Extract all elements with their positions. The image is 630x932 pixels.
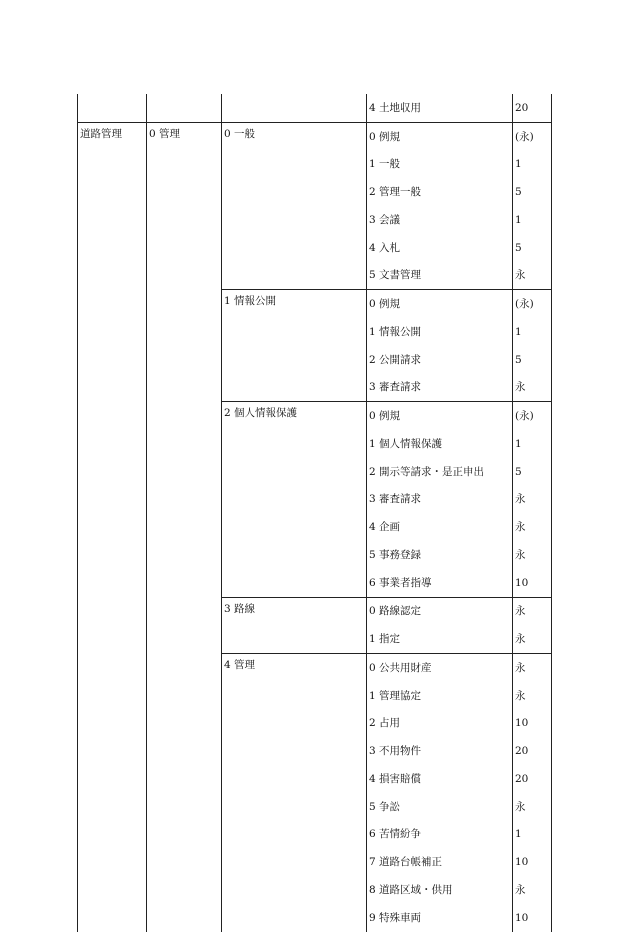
table-row (78, 848, 552, 876)
group-cell (222, 234, 367, 262)
retention-period-cell: 10 (513, 848, 552, 876)
item-cell: 3 審査請求 (367, 486, 513, 514)
subcategory-cell (147, 374, 222, 402)
group-cell (222, 625, 367, 653)
group-cell (222, 821, 367, 849)
category-cell (78, 262, 147, 290)
group-cell (222, 904, 367, 932)
retention-period-cell: (永) (513, 402, 552, 430)
item-cell: 1 情報公開 (367, 318, 513, 346)
subcategory-cell: 0 管理 (147, 122, 222, 150)
group-cell (222, 346, 367, 374)
group-cell (222, 486, 367, 514)
item-cell: 5 文書管理 (367, 262, 513, 290)
subcategory-cell (147, 765, 222, 793)
retention-period-cell: 20 (513, 94, 552, 122)
retention-period-cell: 1 (513, 430, 552, 458)
group-cell: 1 情報公開 (222, 290, 367, 318)
item-cell: 0 例規 (367, 290, 513, 318)
table-row (78, 737, 552, 765)
category-cell (78, 346, 147, 374)
group-cell (222, 541, 367, 569)
table-row (78, 402, 552, 430)
subcategory-cell (147, 290, 222, 318)
retention-period-cell: 5 (513, 346, 552, 374)
subcategory-cell (147, 793, 222, 821)
category-cell (78, 206, 147, 234)
item-cell: 4 損害賠償 (367, 765, 513, 793)
subcategory-cell (147, 486, 222, 514)
category-cell (78, 458, 147, 486)
retention-period-cell: (永) (513, 290, 552, 318)
retention-period-cell: 10 (513, 569, 552, 597)
subcategory-cell (147, 597, 222, 625)
subcategory-cell (147, 682, 222, 710)
subcategory-cell (147, 178, 222, 206)
group-cell (222, 206, 367, 234)
retention-period-cell: 10 (513, 904, 552, 932)
group-cell: 3 路線 (222, 597, 367, 625)
item-cell: 4 企画 (367, 513, 513, 541)
retention-period-cell: 5 (513, 178, 552, 206)
subcategory-cell (147, 262, 222, 290)
item-cell: 3 不用物件 (367, 737, 513, 765)
table-row (78, 765, 552, 793)
category-cell (78, 765, 147, 793)
group-cell (222, 151, 367, 179)
category-cell (78, 597, 147, 625)
table-row (78, 793, 552, 821)
table-row (78, 346, 552, 374)
table-row (78, 374, 552, 402)
category-cell: 道路管理 (78, 122, 147, 150)
table-row (78, 94, 552, 122)
table-row (78, 625, 552, 653)
retention-period-cell: 1 (513, 821, 552, 849)
group-cell (222, 458, 367, 486)
retention-period-cell: 10 (513, 710, 552, 738)
retention-period-cell: 永 (513, 513, 552, 541)
item-cell: 8 道路区域・供用 (367, 876, 513, 904)
category-cell (78, 151, 147, 179)
subcategory-cell (147, 206, 222, 234)
table-row (78, 597, 552, 625)
item-cell: 5 争訟 (367, 793, 513, 821)
category-cell (78, 430, 147, 458)
item-cell: 5 事務登録 (367, 541, 513, 569)
item-cell: 2 管理一般 (367, 178, 513, 206)
group-cell (222, 374, 367, 402)
item-cell: 7 道路台帳補正 (367, 848, 513, 876)
category-cell (78, 904, 147, 932)
item-cell: 1 指定 (367, 625, 513, 653)
retention-period-cell: 永 (513, 793, 552, 821)
subcategory-cell (147, 94, 222, 122)
category-cell (78, 569, 147, 597)
table-row (78, 541, 552, 569)
subcategory-cell (147, 234, 222, 262)
group-cell (222, 765, 367, 793)
subcategory-cell (147, 569, 222, 597)
category-cell (78, 234, 147, 262)
subcategory-cell (147, 513, 222, 541)
group-cell (222, 430, 367, 458)
category-cell (78, 541, 147, 569)
group-cell: 0 一般 (222, 122, 367, 150)
subcategory-cell (147, 430, 222, 458)
category-cell (78, 625, 147, 653)
subcategory-cell (147, 151, 222, 179)
retention-period-cell: 永 (513, 486, 552, 514)
retention-period-cell: 永 (513, 597, 552, 625)
item-cell: 0 路線認定 (367, 597, 513, 625)
item-cell: 1 管理協定 (367, 682, 513, 710)
group-cell (222, 262, 367, 290)
subcategory-cell (147, 402, 222, 430)
table-row (78, 876, 552, 904)
group-cell (222, 848, 367, 876)
item-cell: 4 土地収用 (367, 94, 513, 122)
table-row (78, 234, 552, 262)
category-cell (78, 486, 147, 514)
category-cell (78, 318, 147, 346)
retention-period-cell: 永 (513, 262, 552, 290)
group-cell: 4 管理 (222, 654, 367, 682)
subcategory-cell (147, 904, 222, 932)
group-cell (222, 513, 367, 541)
group-cell (222, 569, 367, 597)
retention-period-cell: 永 (513, 625, 552, 653)
item-cell: 6 事業者指導 (367, 569, 513, 597)
group-cell (222, 876, 367, 904)
table-body (78, 94, 552, 932)
retention-period-cell: 5 (513, 234, 552, 262)
table-row (78, 430, 552, 458)
retention-period-cell: 1 (513, 318, 552, 346)
item-cell: 2 占用 (367, 710, 513, 738)
item-cell: 1 個人情報保護 (367, 430, 513, 458)
group-cell (222, 710, 367, 738)
category-cell (78, 374, 147, 402)
category-cell (78, 876, 147, 904)
table-row (78, 513, 552, 541)
table-row (78, 262, 552, 290)
subcategory-cell (147, 458, 222, 486)
retention-period-cell: 20 (513, 737, 552, 765)
item-cell: 0 例規 (367, 122, 513, 150)
table-row (78, 318, 552, 346)
item-cell: 0 例規 (367, 402, 513, 430)
retention-period-cell: 1 (513, 151, 552, 179)
subcategory-cell (147, 710, 222, 738)
item-cell: 3 審査請求 (367, 374, 513, 402)
retention-period-cell: 5 (513, 458, 552, 486)
category-cell (78, 94, 147, 122)
table-row (78, 122, 552, 150)
category-cell (78, 848, 147, 876)
group-cell (222, 737, 367, 765)
table-row (78, 710, 552, 738)
item-cell: 0 公共用財産 (367, 654, 513, 682)
group-cell (222, 318, 367, 346)
group-cell (222, 178, 367, 206)
subcategory-cell (147, 654, 222, 682)
item-cell: 4 入札 (367, 234, 513, 262)
category-cell (78, 290, 147, 318)
category-cell (78, 513, 147, 541)
table-row (78, 654, 552, 682)
subcategory-cell (147, 318, 222, 346)
group-cell (222, 793, 367, 821)
retention-period-cell: 永 (513, 654, 552, 682)
retention-period-cell: 1 (513, 206, 552, 234)
category-cell (78, 737, 147, 765)
group-cell (222, 94, 367, 122)
category-cell (78, 793, 147, 821)
subcategory-cell (147, 541, 222, 569)
category-cell (78, 821, 147, 849)
category-cell (78, 178, 147, 206)
category-cell (78, 682, 147, 710)
retention-period-cell: 20 (513, 765, 552, 793)
subcategory-cell (147, 346, 222, 374)
retention-period-cell: 永 (513, 682, 552, 710)
table-row (78, 682, 552, 710)
table-row (78, 569, 552, 597)
table-row (78, 486, 552, 514)
item-cell: 6 苦情紛争 (367, 821, 513, 849)
category-cell (78, 402, 147, 430)
group-cell (222, 682, 367, 710)
table-row (78, 178, 552, 206)
retention-period-cell: (永) (513, 122, 552, 150)
item-cell: 2 開示等請求・是正申出 (367, 458, 513, 486)
subcategory-cell (147, 876, 222, 904)
category-cell (78, 654, 147, 682)
table-row (78, 821, 552, 849)
item-cell: 2 公開請求 (367, 346, 513, 374)
category-cell (78, 710, 147, 738)
retention-period-cell: 永 (513, 876, 552, 904)
subcategory-cell (147, 821, 222, 849)
group-cell: 2 個人情報保護 (222, 402, 367, 430)
table-row (78, 151, 552, 179)
subcategory-cell (147, 737, 222, 765)
retention-schedule-table (77, 94, 552, 932)
retention-period-cell: 永 (513, 374, 552, 402)
table-row (78, 904, 552, 932)
table-row (78, 458, 552, 486)
item-cell: 1 一般 (367, 151, 513, 179)
subcategory-cell (147, 625, 222, 653)
item-cell: 9 特殊車両 (367, 904, 513, 932)
item-cell: 3 会議 (367, 206, 513, 234)
subcategory-cell (147, 848, 222, 876)
table-row (78, 206, 552, 234)
retention-period-cell: 永 (513, 541, 552, 569)
table-row (78, 290, 552, 318)
